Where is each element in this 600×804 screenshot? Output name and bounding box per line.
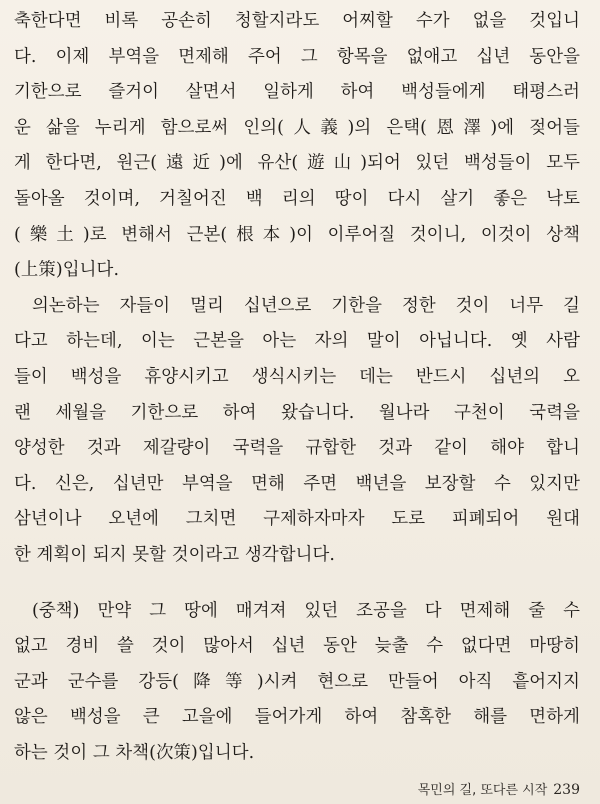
paragraph-3 bbox=[14, 594, 580, 772]
paragraph-gap bbox=[14, 574, 580, 594]
text-line: 축한다면 비록 공손히 청할지라도 어찌할 수가 없을 것입니 bbox=[14, 11, 580, 31]
text-line: (중책) 만약 그 땅에 매겨져 있던 조공을 다 면제해 줄 수 bbox=[32, 600, 580, 621]
running-title: 목민의 길, 또다른 시작 bbox=[417, 783, 548, 798]
page-number: 239 bbox=[553, 782, 580, 798]
text-line: 양성한 것과 제갈량이 국력을 규합한 것과 같이 해야 합니 bbox=[14, 438, 580, 459]
paragraph-2 bbox=[14, 289, 580, 574]
text-line: 없고 경비 쓸 것이 많아서 십년 동안 늦출 수 없다면 마땅히 bbox=[14, 636, 580, 657]
text-line: 다. 신은, 십년만 부역을 면해 주면 백년을 보장할 수 있지만 bbox=[14, 473, 580, 494]
text-line: 하는 것이 그 차책(次策)입니다. bbox=[14, 742, 255, 763]
text-line: 기한으로 즐거이 살면서 일하게 하여 백성들에게 태평스러 bbox=[14, 82, 580, 103]
text-line: 들이 백성을 휴양시키고 생식시키는 데는 반드시 십년의 오 bbox=[14, 366, 580, 387]
text-line: 랜 세월을 기한으로 하여 왔습니다. 월나라 구천이 국력을 bbox=[14, 402, 580, 423]
text-line: 군과 군수를 강등(降等)시켜 현으로 만들어 아직 흩어지지 bbox=[14, 671, 580, 692]
text-line: (樂土)로 변해서 근본(根本)이 이루어질 것이니, 이것이 상책 bbox=[14, 224, 580, 245]
text-line: (上策)입니다. bbox=[14, 260, 120, 281]
page-footer bbox=[418, 779, 580, 798]
text-line: 삼년이나 오년에 그치면 구제하자마자 도로 피폐되어 원대 bbox=[14, 509, 580, 530]
text-line: 한 계획이 되지 못할 것이라고 생각합니다. bbox=[14, 544, 336, 565]
text-line: 다. 이제 부역을 면제해 주어 그 항목을 없애고 십년 동안을 bbox=[14, 46, 580, 67]
text-line: 않은 백성을 큰 고을에 들어가게 하여 참혹한 해를 면하게 bbox=[14, 707, 580, 728]
text-line: 다고 하는데, 이는 근본을 아는 자의 말이 아닙니다. 옛 사람 bbox=[14, 331, 580, 352]
text-line: 의논하는 자들이 멀리 십년으로 기한을 정한 것이 너무 길 bbox=[32, 295, 580, 316]
text-line: 게 한다면, 원근(遠近)에 유산(遊山)되어 있던 백성들이 모두 bbox=[14, 153, 580, 174]
text-line: 돌아올 것이며, 거칠어진 백 리의 땅이 다시 살기 좋은 낙토 bbox=[14, 188, 580, 209]
paragraph-1 bbox=[14, 4, 580, 289]
text-line: 운 삶을 누리게 함으로써 인의(人義)의 은택(恩澤)에 젖어들 bbox=[14, 117, 580, 138]
